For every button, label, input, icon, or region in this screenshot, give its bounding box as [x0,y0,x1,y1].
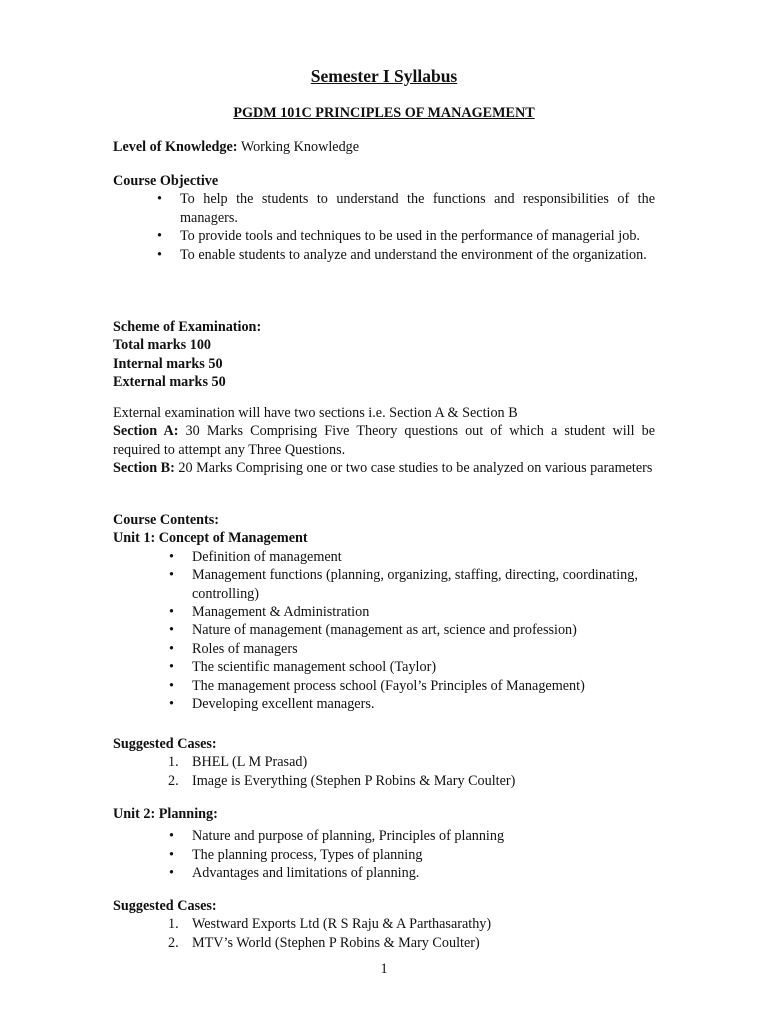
cases-heading: Suggested Cases: [113,736,217,752]
section-b-label: Section B: [113,460,175,477]
list-item: • The planning process, Types of planning [113,846,655,864]
course-title: PGDM 101C PRINCIPLES OF MANAGEMENT [233,105,535,121]
list-item [113,772,655,790]
list-item [113,753,655,771]
unit1-topic-list [113,548,655,714]
item-number: 1. [168,916,179,933]
scheme-of-examination [113,318,655,392]
list-item: • Developing excellent managers. [113,695,655,713]
external-exam-intro: External examination will have two sections i.e. Section A & Section B [113,405,518,421]
external-marks: External marks 50 [113,374,226,391]
list-item: • The management process school (Fayol’s Principles of Management) [113,677,655,695]
list-item: • Nature and purpose of planning, Principles of planning [113,827,655,845]
level-value: Working Knowledge [240,139,360,155]
course-contents-heading: Course Contents: [113,512,220,528]
course-objective-heading: Course Objective [113,173,219,189]
unit2-cases [113,897,655,952]
list-item [113,934,655,952]
section-a-label: Section A: [113,423,179,440]
list-item: • Nature of management (management as art, science and profession) [113,621,655,639]
list-item: • The scientific management school (Taylor) [113,658,655,676]
item-text: Westward Exports Ltd (R S Raju & A Parthasarathy) [192,916,492,933]
section-b-text [113,459,655,477]
unit1-case-list [113,753,655,790]
item-number: 2. [168,934,179,951]
unit2-topic-list [113,827,655,882]
section-b-description: 20 Marks Comprising one or two case studies to be analyzed on various parameters [178,460,653,477]
list-item: • Advantages and limitations of planning. [113,864,655,882]
item-number: 2. [168,772,179,789]
list-item: • Management & Administration [113,603,655,621]
unit1-cases [113,735,655,790]
list-item: • Definition of management [113,548,655,566]
level-of-knowledge [113,138,655,156]
section-a-description: 30 Marks Comprising Five Theory questions out of which a student will be required to attempt any Three Questions. [113,423,656,458]
scheme-heading: Scheme of Examination: [113,319,262,335]
page-title: Semester I Syllabus [310,66,458,86]
unit2-case-list [113,915,655,952]
list-item: • To help the students to understand the functions and responsibilities of the managers. [113,190,655,227]
item-text: MTV’s World (Stephen P Robins & Mary Coulter) [192,934,480,951]
level-label: Level of Knowledge: [113,139,238,155]
list-item: • To enable students to analyze and understand the environment of the organization. [113,246,655,264]
document-page [113,0,655,1024]
unit2-heading: Unit 2: Planning: [113,806,218,822]
item-text: Image is Everything (Stephen P Robins & Mary Coulter) [192,772,516,789]
cases-heading: Suggested Cases: [113,898,217,914]
list-item [113,915,655,933]
course-contents-section [113,511,655,713]
unit1-heading: Unit 1: Concept of Management [113,530,308,547]
list-item: • Roles of managers [113,640,655,658]
list-item: • To provide tools and techniques to be used in the performance of managerial job. [113,227,655,245]
external-exam-section [113,404,655,478]
list-item: • Management functions (planning, organizing, staffing, directing, coordinating, controlling) [113,566,655,603]
section-a-text [113,422,655,459]
total-marks: Total marks 100 [113,337,212,354]
internal-marks: Internal marks 50 [113,355,223,372]
unit2-section [113,805,655,883]
item-text: BHEL (L M Prasad) [192,754,308,771]
page-number: 1 [380,961,388,977]
course-objective-section [113,172,655,264]
item-number: 1. [168,754,179,771]
objective-list [113,190,655,264]
